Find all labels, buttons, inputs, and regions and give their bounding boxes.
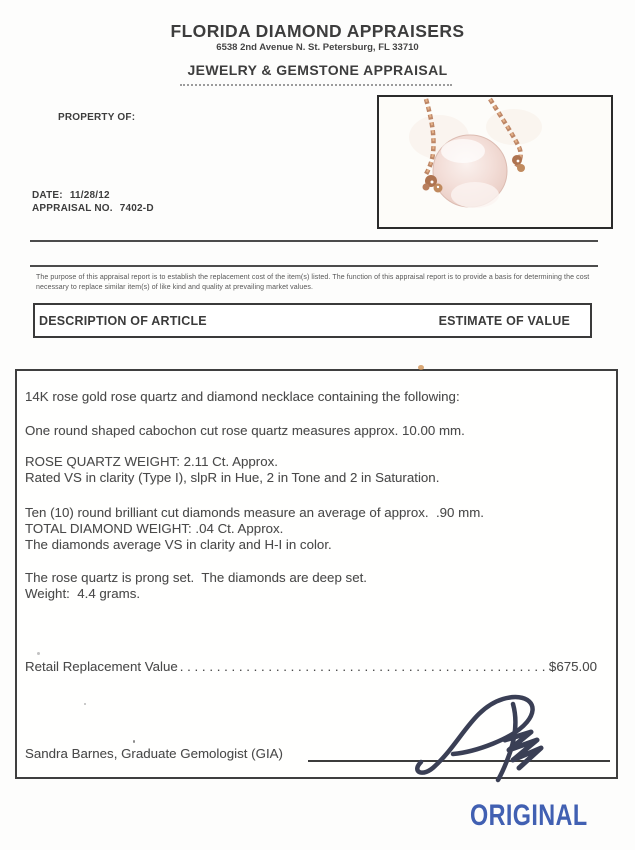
article-line: 14K rose gold rose quartz and diamond necklace containing the following:	[25, 389, 460, 404]
document-title: JEWELRY & GEMSTONE APPRAISAL	[187, 62, 448, 78]
article-line: The diamonds average VS in clarity and H-I in color.	[25, 537, 332, 552]
jewelry-photo	[377, 95, 613, 229]
appraisal-no-value: 7402-D	[119, 203, 154, 214]
article-line: Weight: 4.4 grams.	[25, 586, 141, 601]
article-line: Ten (10) round brilliant cut diamonds measure an average of approx. .90 mm.	[25, 505, 484, 520]
article-line: Rated VS in clarity (Type I), slpR in Hue, 2 in Tone and 2 in Saturation.	[25, 470, 440, 485]
date-label: DATE:	[32, 190, 63, 201]
separator-line-bottom	[30, 265, 598, 267]
appraisal-no-label: APPRAISAL NO.	[32, 203, 113, 214]
disclaimer-text: The purpose of this appraisal report is to establish the replacement cost of the item(s) listed. The function of this appraisal report is to provide a basis for determining the cost necessary to replace similar item(s) of like kind and quality at prevailing market values.	[36, 274, 590, 291]
scan-artifact	[84, 703, 86, 705]
article-line: One round shaped cabochon cut rose quartz measures approx. 10.00 mm.	[25, 423, 465, 438]
property-of-label: PROPERTY OF:	[58, 112, 136, 123]
scan-artifact	[133, 740, 135, 743]
retail-value-label: Retail Replacement Value	[25, 659, 178, 674]
retail-value-row	[25, 659, 597, 674]
date-row	[32, 190, 110, 201]
signature-ink	[415, 692, 565, 787]
title-underline	[180, 84, 452, 86]
separator-line-top	[30, 240, 598, 242]
scan-artifact	[37, 652, 40, 655]
company-name: FLORIDA DIAMOND APPRAISERS	[170, 21, 465, 41]
signature-scribble	[415, 692, 565, 787]
dot-leader: . . . . . . . . . . . . . . . . . . . . . . . . . . . . . . . . . . . . . . . . . . . . . . . . . .	[179, 659, 546, 674]
appraisal-no-row	[32, 203, 154, 214]
article-line: The rose quartz is prong set. The diamonds are deep set.	[25, 570, 367, 585]
estimate-column-label: ESTIMATE OF VALUE	[438, 313, 570, 328]
necklace-illustration	[379, 97, 611, 227]
article-line: ROSE QUARTZ WEIGHT: 2.11 Ct. Approx.	[25, 454, 278, 469]
retail-value-amount: $675.00	[548, 659, 597, 674]
original-stamp: ORIGINAL	[470, 799, 588, 832]
description-column-label: DESCRIPTION OF ARTICLE	[39, 313, 207, 328]
scan-artifact	[418, 365, 424, 370]
company-address: 6538 2nd Avenue N. St. Petersburg, FL 33710	[216, 42, 419, 53]
date-value: 11/28/12	[69, 190, 110, 201]
column-header-box	[33, 303, 592, 338]
article-line: TOTAL DIAMOND WEIGHT: .04 Ct. Approx.	[25, 521, 284, 536]
signer-name: Sandra Barnes, Graduate Gemologist (GIA)	[25, 746, 283, 761]
